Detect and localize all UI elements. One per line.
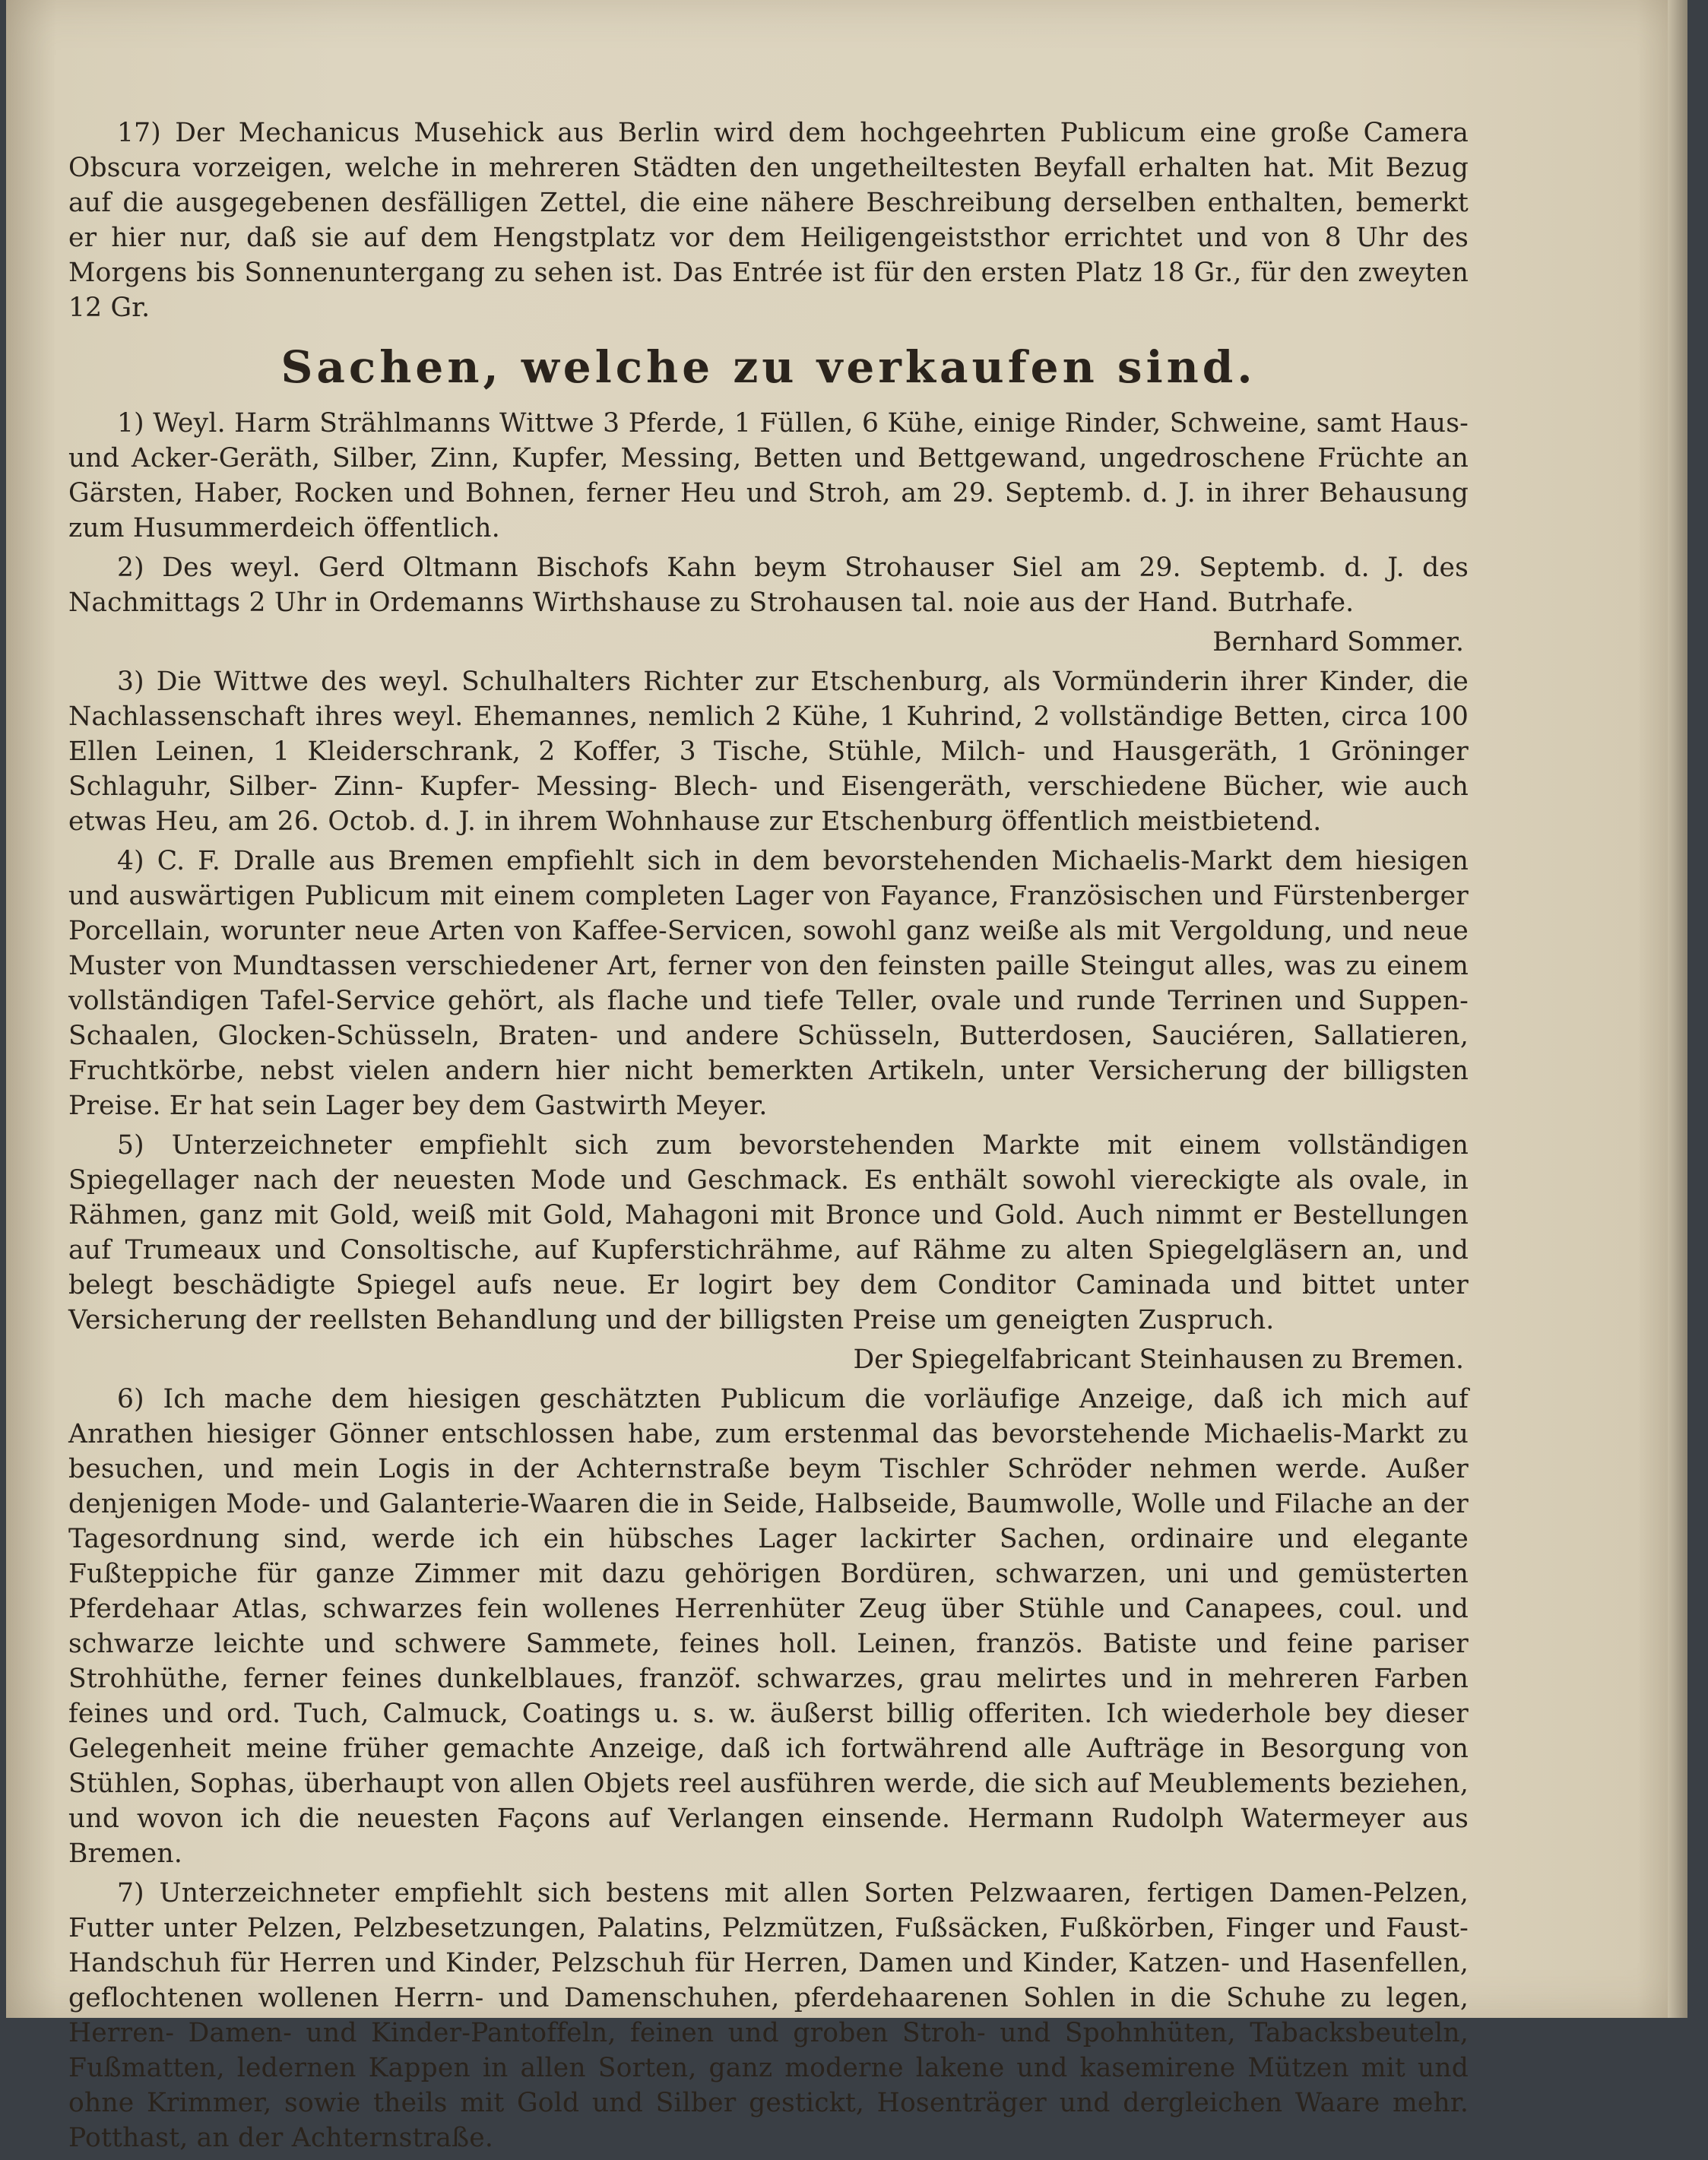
newspaper-page — [6, 0, 1687, 2153]
listing-5: 5) Unterzeichneter empfiehlt sich zum bevorstehenden Markte mit einem vollständigen Spiegellager nach der neuesten Mode und Geschmack. Es enthält sowohl viereckigte als ovale, in Rähmen, ganz mit Gold, weiß mit Gold, Mahagoni mit Bronce und Gold. Auch nimmt er Bestellungen auf Trumeaux und Consoltische, auf Kupferstichrähme, auf Rähme zu alten Spiegelgläsern an, und belegt beschädigte Spiegel aufs neue. Er logirt bey dem Conditor Caminada und bittet unter Versicherung der reellsten Behandlung und der billigsten Preise um geneigten Zuspruch. — [68, 1130, 1469, 1335]
intro-paragraph: 17) Der Mechanicus Musehick aus Berlin wird dem hochgeehrten Publicum eine große Camera Obscura vorzeigen, welche in mehreren Städten den ungetheiltesten Beyfall erhalten hat. Mit Bezug auf die ausgegebenen desfälligen Zettel, die eine nähere Beschreibung derselben enthalten, bemerkt er hier nur, daß sie auf dem Hengstplatz vor dem Heiligengeiststhor errichtet und von 8 Uhr des Morgens bis Sonnenuntergang zu sehen ist. Das Entrée ist für den ersten Platz 18 Gr., für den zweyten 12 Gr. — [68, 118, 1469, 323]
listing-6: 6) Ich mache dem hiesigen geschätzten Publicum die vorläufige Anzeige, daß ich mich auf Anrathen hiesiger Gönner entschlossen habe, zum erstenmal das bevorstehende Michaelis-Markt zu besuchen, und mein Logis in der Achternstraße beym Tischler Schröder nehmen werde. Außer denjenigen Mode- und Galanterie-Waaren die in Seide, Halbseide, Baumwolle, Wolle und Filache an der Tagesordnung sind, werde ich ein hübsches Lager lackirter Sachen, ordinaire und elegante Fußteppiche für ganze Zimmer mit dazu gehörigen Bordüren, schwarzen, uni und gemüsterten Pferdehaar Atlas, schwarzes fein wollenes Herrenhüter Zeug über Stühle und Canapees, coul. und schwarze leichte und schwere Sammete, feines holl. Leinen, französ. Batiste und feine pariser Strohhüthe, ferner feines dunkelblaues, franzöf. schwarzes, grau melirtes und in mehreren Farben feines und ord. Tuch, Calmuck, Coatings u. s. w. äußerst billig offeriten. Ich wiederhole bey dieser Gelegenheit meine früher gemachte Anzeige, daß ich fortwährend alle Aufträge in Besorgung von Stühlen, Sophas, überhaupt von allen Objets reel ausführen werde, die sich auf Meublements beziehen, und wovon ich die neuesten Façons auf Verlangen einsende. Hermann Rudolph Watermeyer aus Bremen. — [68, 1384, 1469, 1869]
listing-5-signature: Der Spiegelfabricant Steinhausen zu Bremen. — [853, 1344, 1464, 1375]
listing-4: 4) C. F. Dralle aus Bremen empfiehlt sich in dem bevorstehenden Michaelis-Markt dem hiesigen und auswärtigen Publicum mit einem completen Lager von Fayance, Französischen und Fürstenberger Porcellain, worunter neue Arten von Kaffee-Servicen, sowohl ganz weiße als mit Vergoldung, und neue Muster von Mundtassen verschiedener Art, ferner von den feinsten paille Steingut alles, was zu einem vollständigen Tafel-Service gehört, als flache und tiefe Teller, ovale und runde Terrinen und Suppen-Schaalen, Glocken-Schüsseln, Braten- und andere Schüsseln, Butterdosen, Sauciéren, Sallatieren, Fruchtkörbe, nebst vielen andern hier nicht bemerkten Artikeln, unter Versicherung der billigsten Preise. Er hat sein Lager bey dem Gastwirth Meyer. — [68, 846, 1469, 1121]
page-content — [68, 116, 1469, 2160]
listing-3: 3) Die Wittwe des weyl. Schulhalters Richter zur Etschenburg, als Vormünderin ihrer Kinder, die Nachlassenschaft ihres weyl. Ehemannes, nemlich 2 Kühe, 1 Kuhrind, 2 vollständige Betten, circa 100 Ellen Leinen, 1 Kleiderschrank, 2 Koffer, 3 Tische, Stühle, Milch- und Hausgeräth, 1 Gröninger Schlaguhr, Silber- Zinn- Kupfer- Messing- Blech- und Eisengeräth, verschiedene Bücher, wie auch etwas Heu, am 26. Octob. d. J. in ihrem Wohnhause zur Etschenburg öffentlich meistbietend. — [68, 667, 1469, 837]
page-edge-shadow — [1668, 0, 1687, 2018]
section-heading: Sachen, welche zu verkaufen sind. — [280, 341, 1256, 393]
listing-7: 7) Unterzeichneter empfiehlt sich bestens mit allen Sorten Pelzwaaren, fertigen Damen-Pelzen, Futter unter Pelzen, Pelzbesetzungen, Palatins, Pelzmützen, Fußsäcken, Fußkörben, Finger und Faust-Handschuh für Herren und Kinder, Pelzschuh für Herren, Damen und Kinder, Katzen- und Hasenfellen, geflochtenen wollenen Herrn- und Damenschuhen, pferdehaarenen Sohlen in die Schuhe zu legen, Herren- Damen- und Kinder-Pantoffeln, feinen und groben Stroh- und Spohnhüten, Tabacksbeuteln, Fußmatten, ledernen Kappen in allen Sorten, ganz moderne lakene und kasemirene Mützen mit und ohne Krimmer, sowie theils mit Gold und Silber gestickt, Hosenträger und dergleichen Waare mehr. Potthast, an der Achternstraße. — [68, 1878, 1469, 2153]
listing-1: 1) Weyl. Harm Strählmanns Wittwe 3 Pferde, 1 Füllen, 6 Kühe, einige Rinder, Schweine, samt Haus- und Acker-Geräth, Silber, Zinn, Kupfer, Messing, Betten und Bettgewand, ungedroschene Früchte an Gärsten, Haber, Rocken und Bohnen, ferner Heu und Stroh, am 29. Septemb. d. J. in ihrer Behausung zum Husummerdeich öffentlich. — [68, 408, 1469, 543]
listing-2-signature: Bernhard Sommer. — [1212, 627, 1464, 657]
listing-2: 2) Des weyl. Gerd Oltmann Bischofs Kahn beym Strohauser Siel am 29. Septemb. d. J. des Nachmittags 2 Uhr in Ordemanns Wirthshause zu Strohausen tal. noie aus der Hand. Butrhafe. — [68, 553, 1469, 618]
